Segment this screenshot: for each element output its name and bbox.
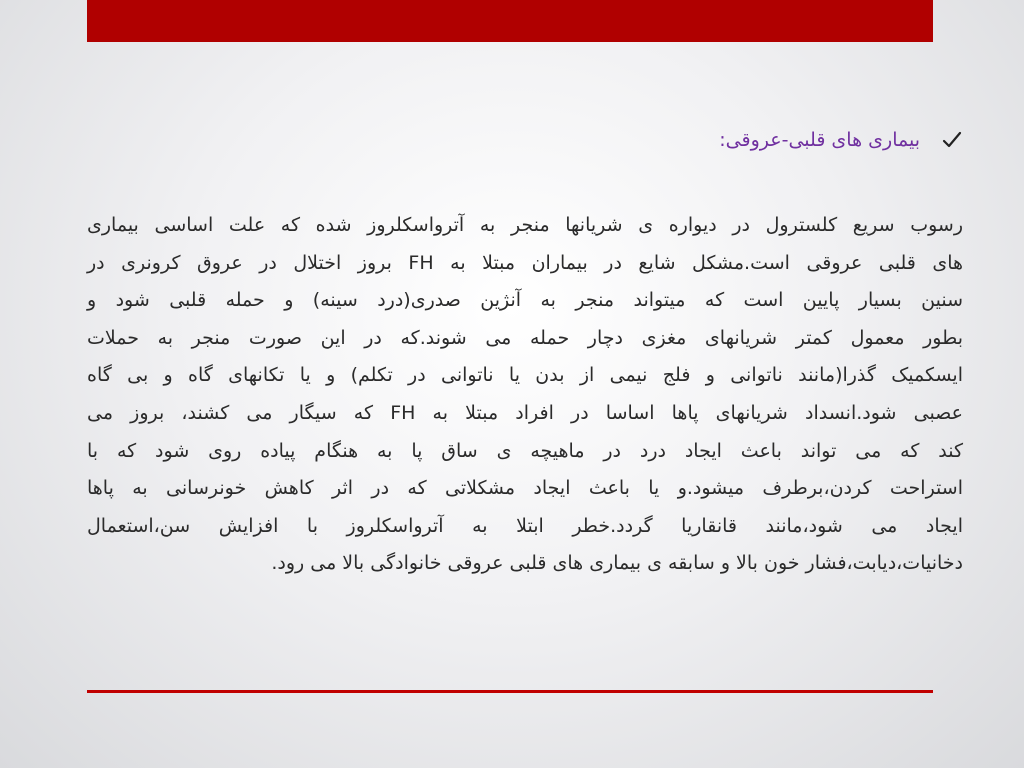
body-paragraph xyxy=(87,207,963,583)
bottom-divider xyxy=(87,690,933,693)
paragraph-line: بطور معمول کمتر شریانهای مغزی دچار حمله می شوند.که در این صورت منجر به حملات xyxy=(87,326,963,349)
paragraph-line: سنین بسیار پایین است که میتواند منجر به آنژین صدری(درد سینه) و حمله قلبی شود و xyxy=(87,289,963,312)
paragraph-line: عصبی شود.انسداد شریانهای پاها اساسا در افراد مبتلا به FH که سیگار می کشند، بروز می xyxy=(87,401,963,424)
top-accent-bar xyxy=(87,0,933,42)
check-icon xyxy=(942,130,962,150)
paragraph-line: ایسکمیک گذرا(مانند ناتوانی و فلج نیمی از بدن یا ناتوانی در تکلم) و یا تکانهای گاه و بی گاه xyxy=(87,364,963,387)
paragraph-line: استراحت کردن،برطرف میشود.و یا باعث ایجاد مشکلاتی که در اثر کاهش خونرسانی به پاها xyxy=(87,477,963,500)
paragraph-line: دخانیات،دیابت،فشار خون بالا و سابقه ی بیماری های قلبی عروقی خانوادگی بالا می رود. xyxy=(271,552,963,575)
slide-heading: بیماری های قلبی-عروقی: xyxy=(719,129,920,151)
heading-bullet xyxy=(719,126,962,154)
paragraph-line: کند که می تواند باعث ایجاد درد در ماهیچه ی ساق پا به هنگام پیاده روی شود که با xyxy=(87,439,963,462)
paragraph-line: ایجاد می شود،مانند قانقاریا گردد.خطر ابتلا به آترواسکلروز با افزایش سن،استعمال xyxy=(87,514,963,537)
paragraph-line: رسوب سریع کلسترول در دیواره ی شریانها منجر به آترواسکلروز شده که علت اساسی بیماری xyxy=(87,214,963,236)
paragraph-line: های قلبی عروقی است.مشکل شایع در بیماران مبتلا به FH بروز اختلال در عروق کرونری در xyxy=(87,251,963,274)
